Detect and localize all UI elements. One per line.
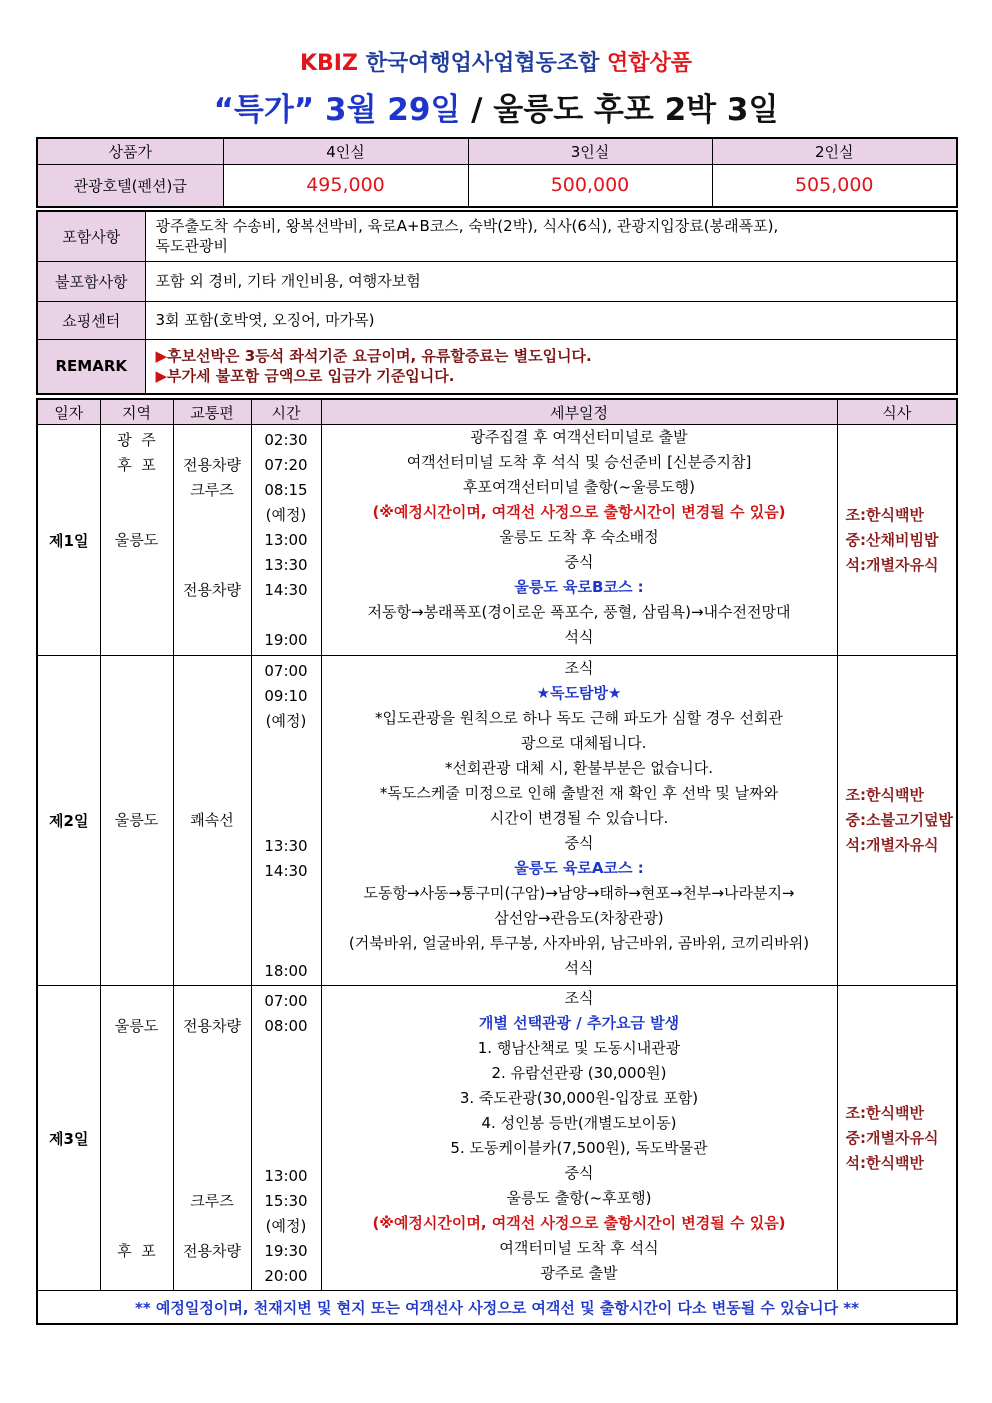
col-region: 지역 <box>100 399 173 425</box>
price-label: 상품가 <box>37 138 223 164</box>
day-row <box>37 986 957 1291</box>
detail-line: 5. 도동케이블카(7,500원), 독도박물관 <box>450 1139 708 1157</box>
room-type-4: 4인실 <box>223 138 468 164</box>
header-org-line <box>0 46 992 77</box>
detail-line: 2. 유람선관광 (30,000원) <box>491 1064 667 1082</box>
detail-cell <box>321 656 837 986</box>
region-cell: 광 주 후 포 울릉도 <box>114 431 159 549</box>
detail-line: *선회관광 대체 시, 환불부분은 없습니다. <box>445 759 713 777</box>
footer-row <box>37 1291 957 1325</box>
detail-line: 석식 <box>564 628 594 646</box>
shopping-value: 3회 포함(호박엿, 오징어, 마가목) <box>145 301 957 339</box>
detail-line: 여객터미널 도착 후 석식 <box>499 1239 659 1257</box>
detail-line: 중식 <box>564 553 594 571</box>
title-rest: / 울릉도 후포 2박 3일 <box>460 92 779 128</box>
product-type: 연합상품 <box>607 51 693 76</box>
detail-cell <box>321 425 837 656</box>
detail-line: (※예정시간이며, 여객선 사정으로 출항시간이 변경될 수 있음) <box>372 1214 786 1232</box>
day-label: 제3일 <box>37 986 100 1291</box>
remark-text: 후보선박은 3등석 좌석기준 요금이며, 유류할증료는 별도입니다. <box>167 347 592 366</box>
detail-line: 4. 성인봉 등반(개별도보이동) <box>481 1114 677 1132</box>
day-label: 제2일 <box>37 656 100 986</box>
footer-note: ** 예정일정이며, 천재지변 및 현지 또는 여객선사 사정으로 여객선 및 출항시간이 다소 변동될 수 있습니다 ** <box>37 1291 957 1325</box>
time-cell: 02:30 07:20 08:15 (예정) 13:00 13:30 14:30 19:00 <box>264 431 308 649</box>
detail-line: 울릉도 출항(~후포행) <box>506 1189 652 1207</box>
meal-cell: 조:한식백반 중:소불고기덮밥 석:개별자유식 <box>845 786 953 854</box>
shopping-label: 쇼핑센터 <box>37 301 145 339</box>
detail-line: 석식 <box>564 959 594 977</box>
detail-line: 광으로 대체됩니다. <box>511 734 647 752</box>
detail-line: *독도스케줄 미정으로 인해 출발전 재 확인 후 선박 및 날짜와 <box>379 784 779 802</box>
detail-line: ★독도탐방★ <box>536 684 622 702</box>
detail-line: 중식 <box>564 834 594 852</box>
remark-value <box>145 339 957 394</box>
detail-line: (거북바위, 얼굴바위, 투구봉, 사자바위, 남근바위, 곰바위, 코끼리바위) <box>348 934 810 952</box>
triangle-icon: ▶ <box>155 347 168 366</box>
org-name: 한국여행업사업협동조합 <box>365 51 600 76</box>
included-value <box>145 211 957 261</box>
excluded-label: 불포함사항 <box>37 261 145 301</box>
detail-line: 울릉도 육로B코스 : <box>514 578 644 596</box>
detail-line: 3. 죽도관광(30,000원-입장료 포함) <box>459 1089 699 1107</box>
detail-line: 후포여객선터미널 출항(~울릉도행) <box>463 478 695 496</box>
detail-line: (※예정시간이며, 여객선 사정으로 출항시간이 변경될 수 있음) <box>372 503 786 521</box>
day-label: 제1일 <box>37 425 100 656</box>
room-type-2: 2인실 <box>712 138 957 164</box>
detail-line: 중식 <box>564 1164 594 1182</box>
room-type-3: 3인실 <box>468 138 712 164</box>
price-4: 495,000 <box>223 164 468 207</box>
meal-cell: 조:한식백반 중:개별자유식 석:한식백반 <box>845 1103 939 1172</box>
remark-line <box>156 346 951 366</box>
day-row <box>37 425 957 656</box>
detail-line: 개별 선택관광 / 추가요금 발생 <box>478 1014 680 1032</box>
included-label: 포함사항 <box>37 211 145 261</box>
region-cell: 울릉도 <box>114 811 159 829</box>
detail-line: 광주집결 후 여객선터미널로 출발 <box>470 428 688 446</box>
price-3: 500,000 <box>468 164 712 207</box>
time-cell: 07:00 08:00 13:00 15:30 (예정) 19:30 20:00 <box>264 992 308 1285</box>
detail-line: 시간이 변경될 수 있습니다. <box>489 809 669 827</box>
included-line: 독도관광비 <box>155 237 228 256</box>
price-2: 505,000 <box>712 164 957 207</box>
time-cell: 07:00 09:10 (예정) 13:30 14:30 18:00 <box>264 662 308 980</box>
remark-line <box>156 366 951 386</box>
detail-line: 울릉도 육로A코스 : <box>514 859 644 877</box>
schedule-header-row <box>37 399 957 425</box>
col-time: 시간 <box>251 399 321 425</box>
remark-text: 부가세 불포함 금액으로 입금가 기준입니다. <box>167 367 455 386</box>
kbiz-logo-text: KBIZ <box>299 51 358 76</box>
detail-line: *입도관광을 원칙으로 하나 독도 근해 파도가 심할 경우 선회관 <box>375 709 783 727</box>
region-cell: 울릉도 후 포 <box>114 1017 159 1260</box>
col-transport: 교통편 <box>173 399 251 425</box>
triangle-icon: ▶ <box>155 367 168 386</box>
info-table <box>36 210 958 395</box>
transport-cell: 전용차량 크루즈 전용차량 <box>183 1017 241 1260</box>
detail-line: 1. 행남산책로 및 도동시내관광 <box>477 1039 681 1057</box>
detail-cell <box>321 986 837 1291</box>
col-details: 세부일정 <box>321 399 837 425</box>
detail-line: 울릉도 도착 후 숙소배정 <box>499 528 659 546</box>
col-meals: 식사 <box>837 399 957 425</box>
page-title <box>0 84 992 129</box>
detail-line: 여객선터미널 도착 후 석식 및 승선준비 [신분증지참] <box>406 453 752 471</box>
price-table <box>36 137 958 208</box>
title-special: “특가” 3월 29일 <box>213 92 461 128</box>
transport-cell: 쾌속선 <box>190 811 234 829</box>
meal-cell: 조:한식백반 중:산채비빔밥 석:개별자유식 <box>845 505 939 574</box>
transport-cell: 전용차량 크루즈 전용차량 <box>183 456 241 599</box>
remark-label: REMARK <box>37 339 145 394</box>
detail-line: 삼선암→관음도(차창관광) <box>494 909 664 927</box>
detail-line: 저동항→봉래폭포(경이로운 폭포수, 풍혈, 삼림욕)→내수전전망대 <box>367 603 791 621</box>
detail-line: 도동항→사동→통구미(구암)→남양→태하→현포→천부→나라분지→ <box>363 884 795 902</box>
excluded-value: 포함 외 경비, 기타 개인비용, 여행자보험 <box>145 261 957 301</box>
day-row <box>37 656 957 986</box>
detail-line: 조식 <box>564 989 594 1007</box>
detail-line: 광주로 출발 <box>540 1264 618 1282</box>
schedule-table <box>36 398 958 1325</box>
col-day: 일자 <box>37 399 100 425</box>
detail-line: 조식 <box>564 659 594 677</box>
included-line: 광주출도착 수송비, 왕복선박비, 육로A+B코스, 숙박(2박), 식사(6식), 관광지입장료(봉래폭포), <box>155 217 779 236</box>
hotel-label: 관광호텔(펜션)급 <box>37 164 223 207</box>
